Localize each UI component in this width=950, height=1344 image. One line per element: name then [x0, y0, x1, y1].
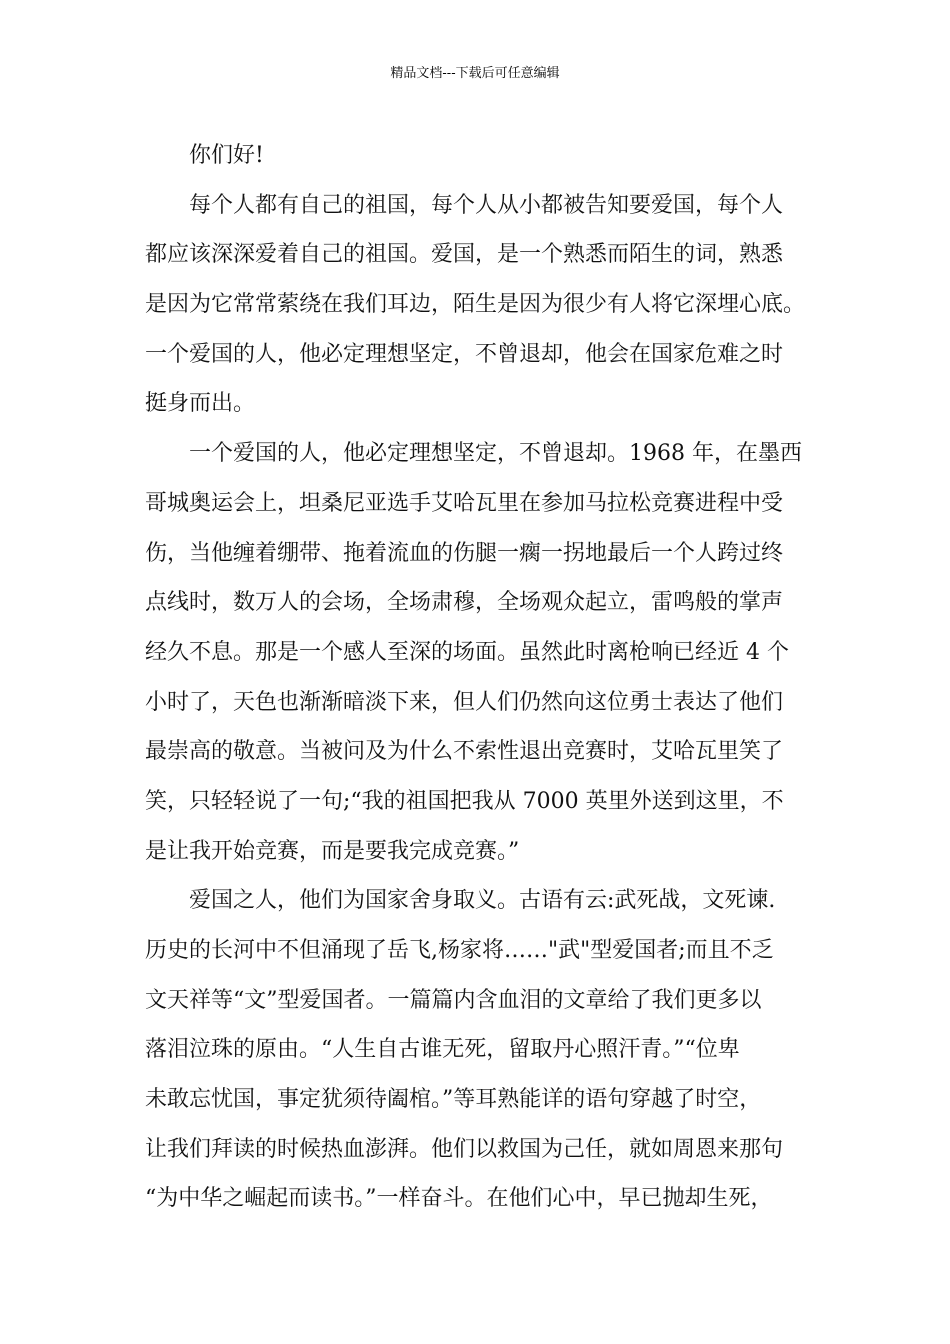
text-line: 哥城奥运会上，坦桑尼亚选手艾哈瓦里在参加马拉松竞赛进程中受 [145, 490, 784, 516]
text-line: 最崇高的敬意。当被问及为什么不索性退出竞赛时，艾哈瓦里笑了 [145, 739, 784, 765]
text-line: 小时了，天色也渐渐暗淡下来，但人们仍然向这位勇士表达了他们 [145, 689, 784, 715]
text-line: 落泪泣珠的原由。“人生自古谁无死，留取丹心照汗青。”“位卑 [145, 1037, 740, 1063]
text-line: 点线时，数万人的会场，全场肃穆，全场观众起立，雷鸣般的掌声 [145, 590, 784, 616]
text-line: 一个爱国的人，他必定理想坚定，不曾退却，他会在国家危难之时 [145, 341, 784, 367]
text-line: 经久不息。那是一个感人至深的场面。虽然此时离枪响已经近 4 个 [145, 639, 789, 665]
text-line: 笑，只轻轻说了一句;“我的祖国把我从 7000 英里外送到这里，不 [145, 788, 784, 814]
text-line: 爱国之人，他们为国家舍身取义。古语有云:武死战，文死谏. [189, 888, 776, 914]
text-line: 都应该深深爱着自己的祖国。爱国，是一个熟悉而陌生的词，熟悉 [145, 242, 784, 268]
text-line: 是因为它常常萦绕在我们耳边，陌生是因为很少有人将它深埋心底。 [145, 292, 806, 318]
text-line: 你们好! [189, 143, 264, 168]
text-line: 历史的长河中不但涌现了岳飞,杨家将……"武"型爱国者;而且不乏 [145, 938, 774, 963]
text-line: “为中华之崛起而读书。”一样奋斗。在他们心中，早已抛却生死， [145, 1186, 773, 1212]
text-line: 挺身而出。 [145, 391, 256, 417]
text-line: 每个人都有自己的祖国，每个人从小都被告知要爱国，每个人 [189, 192, 784, 218]
text-line: 是让我开始竞赛，而是要我完成竞赛。” [145, 838, 520, 864]
text-line: 伤，当他缠着绷带、拖着流血的伤腿一瘸一拐地最后一个人跨过终 [145, 540, 784, 566]
text-line: 文天祥等“文”型爱国者。一篇篇内含血泪的文章给了我们更多以 [145, 987, 762, 1013]
text-line: 一个爱国的人，他必定理想坚定，不曾退却。1968 年，在墨西 [189, 441, 802, 467]
document-body [145, 131, 825, 1224]
text-line: 让我们拜读的时候热血澎湃。他们以救国为己任，就如周恩来那句 [145, 1136, 784, 1162]
text-line: 未敢忘忧国，事定犹须待阖棺。”等耳熟能详的语句穿越了时空， [145, 1087, 762, 1113]
page-header: 精品文档---下载后可任意编辑 [390, 66, 560, 81]
